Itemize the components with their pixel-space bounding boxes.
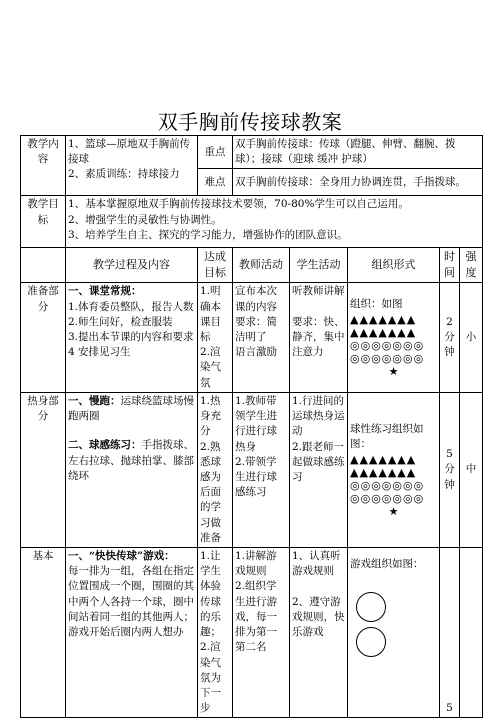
triangle-row-icon: ▲▲▲▲▲▲▲ [350,452,417,466]
prep-organization [348,283,440,393]
prep-time: 2分钟 [440,283,460,393]
warmup-label: 热身部分 [21,392,66,547]
basic-teacher: 1.讲解游戏规则 2.组织学生进行游戏，每一排为第一第二名 [233,548,290,718]
header-process: 教学过程及内容 [66,248,198,283]
prep-student: 听教师讲解 要求：快、静齐，集中注意力 [290,283,348,393]
basic-target: 1.让学生体验传球的乐趣； 2.渲染气氛为下一步 [198,548,233,718]
key-point-label: 重点 [198,136,233,169]
prep-steps: 1.体育委员整队，报告人数 2.师生问好，检查服装 3.提出本节课的内容和要求 4 安排见习生 [68,300,194,359]
warmup-target: 1.热身充分 2.熟悉球感为后面的学习做准备 [198,392,233,547]
lesson-plan-table [20,135,483,718]
prep-intensity: 小 [460,283,483,393]
triangle-row-icon: ▲▲▲▲▲▲▲ [350,325,417,339]
prep-content [66,283,198,393]
teaching-goals: 1、基本掌握原地双手胸前传接球技术要领，70-80%学生可以自己运用。 2、增强学生的灵敏性与协调性。 3、培养学生自主、探究的学习能力，增强协作的团队意识。 [66,196,483,248]
header-teacher: 教师活动 [233,248,290,283]
basic-text: 每一排为一组，各组在指定位置围成一个圈，围圈的其中两个人各持一个球，圈中间站着同一组的其他两人；游戏开始后圈内两人想办 [68,565,194,639]
header-target: 达成目标 [198,248,233,283]
teaching-content: 1、篮球—原地双手胸前传接球 2、素质训练：持球接力 [66,136,198,196]
warmup-org-label: 球性练习组织如图： [350,423,424,451]
header-organization: 组织形式 [348,248,440,283]
teacher-star-icon: ★ [388,504,399,518]
warmup-heading-2: 二、球感练习： [68,439,142,452]
warmup-student: 1.行进间的运球热身运动 2.跟老师一起做球感练习 [290,392,348,547]
warmup-text-2: 手指拨球、左右拉球、抛球拍掌、膝部绕环 [68,439,194,482]
warmup-time: 5分钟 [440,392,460,547]
basic-student: 1、认真听游戏规则 2、遵守游戏规则，快乐游戏 [290,548,348,718]
circle-row-icon: ◎◎◎◎◎◎◎ [350,491,425,505]
circle-row-icon: ◎◎◎◎◎◎◎ [350,338,425,352]
difficulty-label: 难点 [198,169,233,196]
basic-content [66,548,198,718]
prep-target: 1.明确本课目标 2.渲染气氛 [198,283,233,393]
warmup-intensity: 中 [460,392,483,547]
circle-row-icon: ◎◎◎◎◎◎◎ [350,478,425,492]
basic-organization [348,548,440,718]
basic-org-label: 游戏组织如图： [350,558,424,571]
header-intensity: 强度 [460,248,483,283]
prep-label: 准备部分 [21,283,66,393]
content-label: 教学内容 [21,136,66,196]
basic-label: 基本 [21,548,66,718]
teacher-star-icon: ★ [388,364,399,378]
goals-label: 教学目标 [21,196,66,248]
game-circle-icon [356,627,386,657]
warmup-heading-1: 一、慢跑： [68,394,121,407]
page-title: 双手胸前传接球教案 [157,110,343,134]
warmup-teacher: 1.教师带领学生进行进行球热身 2.带领学生进行球感练习 [233,392,290,547]
prep-org-label: 组织：如图 [350,298,403,311]
warmup-text-1: 运球绕篮球场慢跑两圈 [68,394,194,423]
header-time: 时间 [440,248,460,283]
prep-teacher: 宣布本次课的内容 要求：简洁明了 语言激励 [233,283,290,393]
key-point: 双手胸前传接球：传球（蹬腿、伸臂、翻腕、拨球）；接球（迎球 缓冲 护球） [233,136,483,169]
header-student: 学生活动 [290,248,348,283]
triangle-row-icon: ▲▲▲▲▲▲▲ [350,465,417,479]
circle-row-icon: ◎◎◎◎◎◎◎ [350,351,425,365]
warmup-content [66,392,198,547]
warmup-organization [348,392,440,547]
triangle-row-icon: ▲▲▲▲▲▲▲ [350,312,417,326]
basic-time: 5 [440,548,460,718]
prep-heading: 一、课堂常规： [68,285,142,298]
basic-heading: 一、“快快传球”游戏： [68,550,175,563]
game-circle-icon [356,592,386,622]
difficulty: 双手胸前传接球：全身用力协调连贯，手指拨球。 [233,169,483,196]
